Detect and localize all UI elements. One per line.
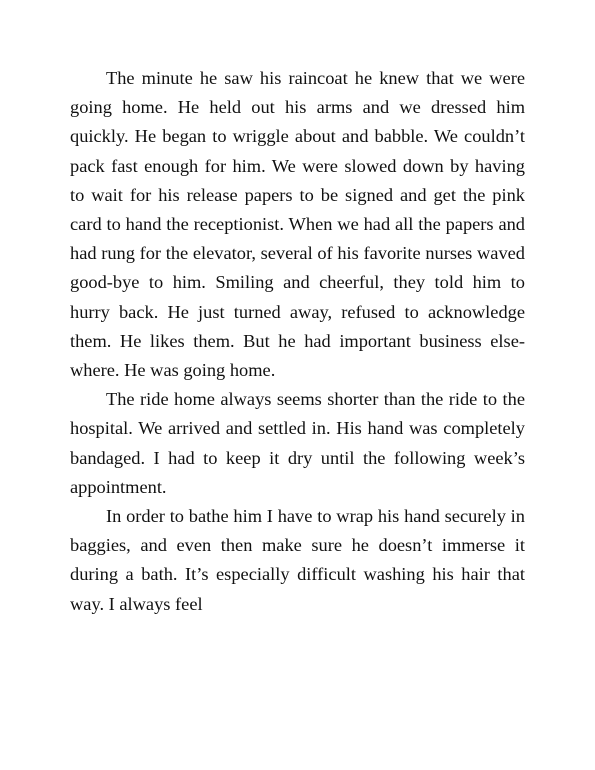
body-text xyxy=(70,64,525,619)
paragraph-1: The minute he saw his raincoat he knew that we were going home. He held out his arms and we dressed him quickly. He began to wriggle about and babble. We couldn’t pack fast enough for him. We were slowed down by having to wait for his release papers to be signed and get the pink card to hand the receptionist. When we had all the papers and had rung for the elevator, several of his favorite nurses waved good-bye to him. Smiling and cheerful, they told him to hurry back. He just turned away, refused to acknowledge them. He likes them. But he had important business elsewhere. He was going home. xyxy=(70,68,525,381)
paragraph-2: The ride home always seems shorter than the ride to the hospital. We arrived and settled in. His hand was completely bandaged. I had to keep it dry until the following week’s appointment. xyxy=(70,389,525,497)
paragraph-3: In order to bathe him I have to wrap his hand securely in baggies, and even then make sure he doesn’t immerse it during a bath. It’s especially difficult washing his hair that way. I always feel xyxy=(70,506,525,614)
